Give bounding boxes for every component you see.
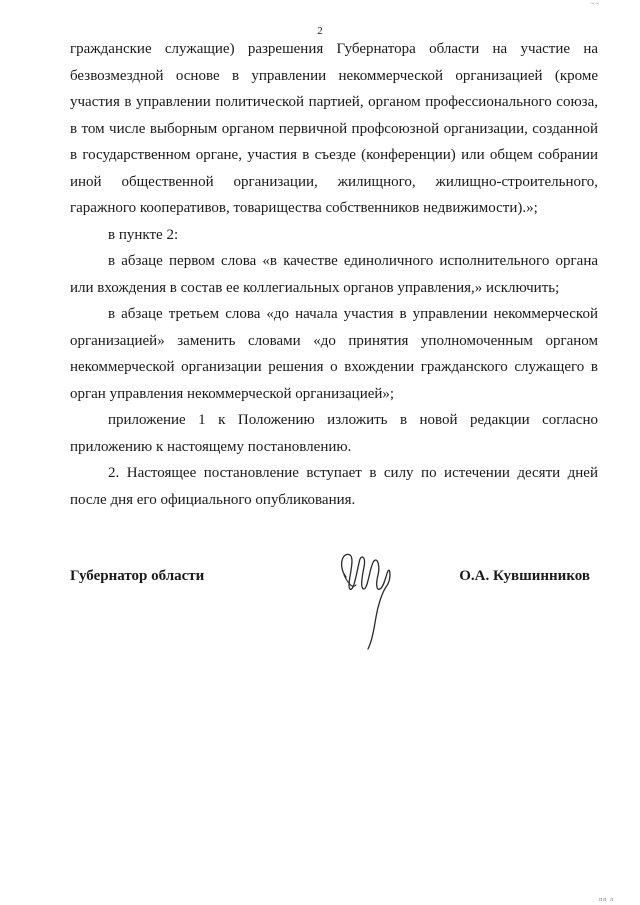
paragraph-effective-date: 2. Настоящее постановление вступает в силу по истечении десяти дней после дня его официального опубликования. — [70, 465, 598, 508]
page-number: 2 — [317, 25, 323, 37]
signature-block — [70, 568, 590, 592]
paragraph-continuation: гражданские служащие) разрешения Губернатора области на участие на безвозмездной основе в управлении некоммерческой организацией (кроме участия в управлении политической партией, органом профессионального союза, в том числе выборным органом первичной профсоюзной организации, созданной в государственном органе, участия в съезде (конференции) или общем собрании иной общественной организации, жилищного, жилищно-строительного, гаражного кооперативов, товарищества собственников недвижимости).»; — [70, 41, 598, 216]
paragraph-first-clause: в абзаце первом слова «в качестве единоличного исполнительного органа или вхождения в состав ее коллегиальных органов управления,» исключить; — [70, 253, 598, 296]
signatory-name: О.А. Кувшинников — [459, 568, 590, 584]
document-body — [70, 36, 598, 513]
paragraph-point-2: в пункте 2: — [108, 226, 179, 243]
corner-mark-bottom: пп л — [599, 897, 614, 903]
signatory-title: Губернатор области — [70, 568, 205, 584]
handwritten-signature-icon — [336, 545, 396, 655]
paragraph-third-clause: в абзаце третьем слова «до начала участия в управлении некоммерческой организацией» заменить словами «до принятия уполномоченным органом некоммерческой организации решения о вхождении гражданского служащего в орган управления некоммерческой организацией»; — [70, 306, 598, 402]
paragraph-appendix: приложение 1 к Положению изложить в новой редакции согласно приложению к настоящему постановлению. — [70, 412, 598, 455]
corner-mark-top: ~~ — [590, 0, 600, 8]
